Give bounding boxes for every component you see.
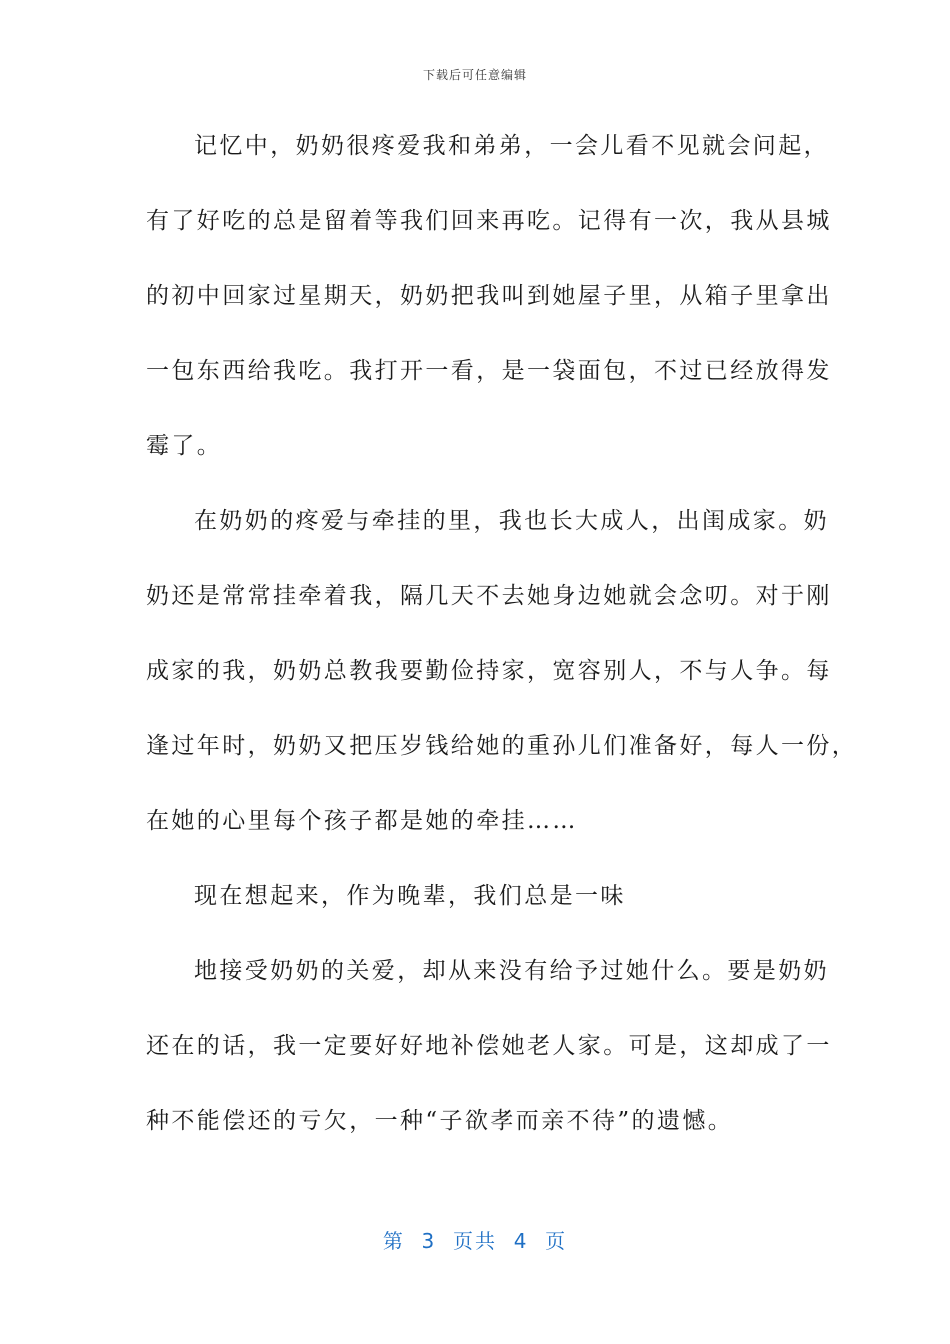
text-line: 成家的我，奶奶总教我要勤俭持家，宽容别人，不与人争。每 bbox=[146, 658, 832, 684]
text-line: 在她的心里每个孩子都是她的牵挂…… bbox=[146, 808, 578, 834]
text-line: 霉了。 bbox=[146, 433, 223, 459]
document-body bbox=[146, 120, 858, 1170]
text-line: 奶还是常常挂牵着我，隔几天不去她身边她就会念叨。对于刚 bbox=[146, 583, 832, 609]
text-line: 有了好吃的总是留着等我们回来再吃。记得有一次，我从县城 bbox=[146, 208, 832, 234]
text-line: 种不能偿还的亏欠，一种“子欲孝而亲不待”的遗憾。 bbox=[146, 1108, 734, 1134]
text-line: 记忆中，奶奶很疼爱我和弟弟，一会儿看不见就会问起， bbox=[194, 133, 829, 159]
text-line: 的初中回家过星期天，奶奶把我叫到她屋子里，从箱子里拿出 bbox=[146, 283, 832, 309]
text-line: 在奶奶的疼爱与牵挂的里，我也长大成人，出闺成家。奶 bbox=[194, 508, 829, 534]
text-line: 一包东西给我吃。我打开一看，是一袋面包，不过已经放得发 bbox=[146, 358, 832, 384]
text-line: 现在想起来，作为晚辈，我们总是一味 bbox=[194, 883, 626, 909]
text-line: 还在的话，我一定要好好地补偿她老人家。可是，这却成了一 bbox=[146, 1033, 832, 1059]
text-line: 逢过年时，奶奶又把压岁钱给她的重孙儿们准备好，每人一份， bbox=[146, 733, 858, 759]
text-line: 地接受奶奶的关爱，却从来没有给予过她什么。要是奶奶 bbox=[194, 958, 829, 984]
page-number-footer: 第 3 页共 4 页 bbox=[382, 1229, 568, 1253]
page-header: 下载后可任意编辑 bbox=[422, 68, 527, 82]
